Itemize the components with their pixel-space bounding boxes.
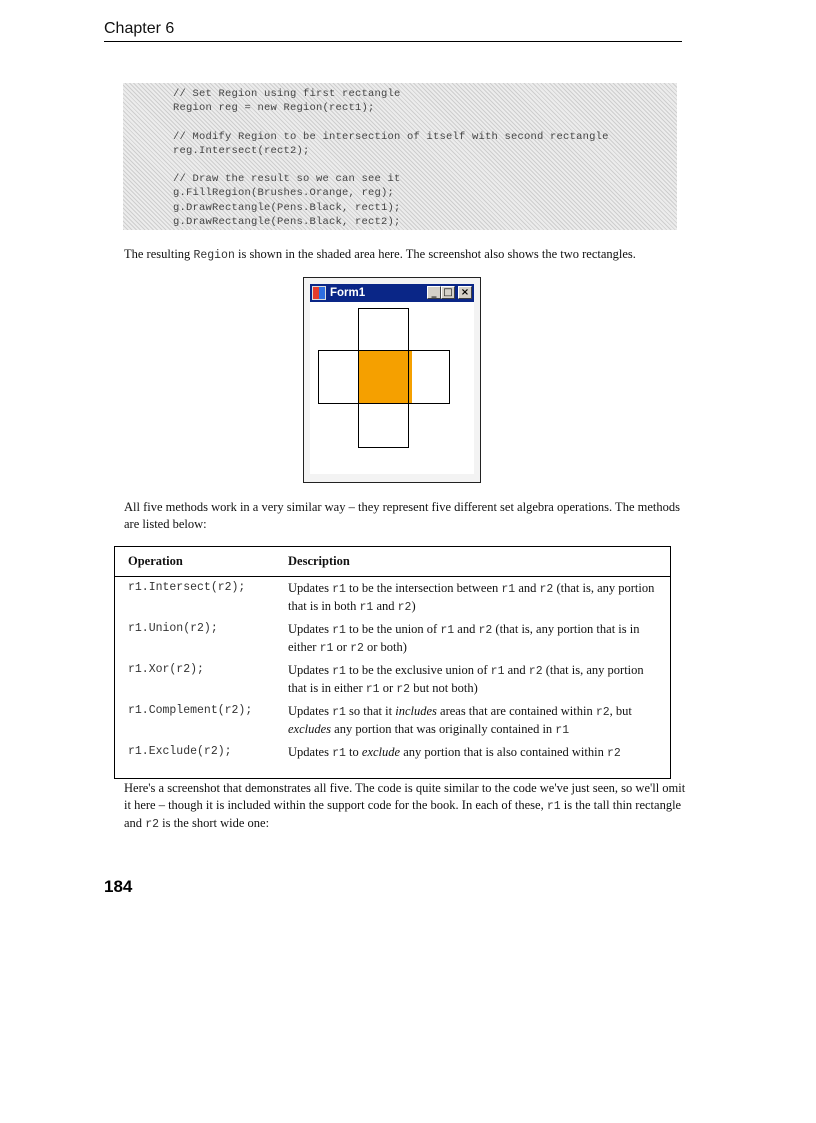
header-operation: Operation (128, 554, 183, 568)
code-line: reg.Intersect(rect2); (173, 144, 310, 157)
code-line: Region reg = new Region(rect1); (173, 102, 375, 115)
table-header (115, 547, 670, 577)
operation-cell: r1.Intersect(r2); (128, 581, 246, 594)
operation-cell: r1.Complement(r2); (128, 704, 253, 717)
page-number: 184 (104, 877, 133, 896)
table-row (115, 700, 670, 741)
description-cell: Updates r1 to be the union of r1 and r2 (that is, any portion that is in either r1 or r2 or both) (288, 622, 640, 655)
header-description: Description (288, 554, 350, 568)
maximize-button[interactable]: □ (441, 286, 455, 299)
inline-code: Region (193, 249, 235, 262)
table-row (115, 741, 670, 778)
rect2-wide (318, 350, 450, 404)
code-line: // Draw the result so we can see it (173, 173, 401, 186)
operation-cell: r1.Union(r2); (128, 622, 218, 635)
code-line: // Modify Region to be intersection of itself with second rectangle (173, 130, 609, 143)
table-row (115, 659, 670, 700)
form-screenshot (303, 277, 481, 483)
form-client-area (310, 302, 474, 474)
description-cell: Updates r1 to be the exclusive union of r1 and r2 (that is, any portion that is in either r1 or r2 but not both) (288, 663, 644, 696)
code-line: g.DrawRectangle(Pens.Black, rect1); (173, 201, 401, 214)
code-line: g.FillRegion(Brushes.Orange, reg); (173, 187, 395, 200)
table-row (115, 577, 670, 618)
code-line: g.DrawRectangle(Pens.Black, rect2); (173, 215, 401, 228)
chapter-title: Chapter 6 (104, 20, 175, 37)
closing-paragraph: Here's a screenshot that demonstrates all five. The code is quite similar to the code we've just seen, so we'll omit it here – though it is included within the support code for the book. In each of these, r1 is the tall thin rectangle and r2 is the short wide one: (124, 781, 686, 831)
header-rule (104, 41, 682, 42)
close-button[interactable]: × (458, 286, 472, 299)
operation-cell: r1.Exclude(r2); (128, 745, 232, 758)
methods-table (114, 546, 671, 779)
table-row (115, 618, 670, 659)
code-block (123, 83, 677, 230)
form-title: Form1 (330, 287, 366, 299)
form-titlebar (310, 284, 474, 302)
description-cell: Updates r1 so that it includes areas that are contained within r2, but excludes any portion that was originally contained in r1 (288, 704, 632, 737)
methods-intro: All five methods work in a very similar way – they represent five different set algebra operations. The methods are listed below: (124, 500, 680, 531)
operation-cell: r1.Xor(r2); (128, 663, 204, 676)
code-line: // Set Region using first rectangle (173, 88, 401, 100)
minimize-button[interactable]: _ (427, 286, 441, 299)
description-cell: Updates r1 to be the intersection between r1 and r2 (that is, any portion that is in both r1 and r2) (288, 581, 655, 614)
intro-paragraph: The resulting Region is shown in the shaded area here. The screenshot also shows the two rectangles. (124, 247, 636, 262)
app-icon (312, 286, 326, 300)
description-cell: Updates r1 to exclude any portion that is also contained within r2 (288, 745, 621, 760)
